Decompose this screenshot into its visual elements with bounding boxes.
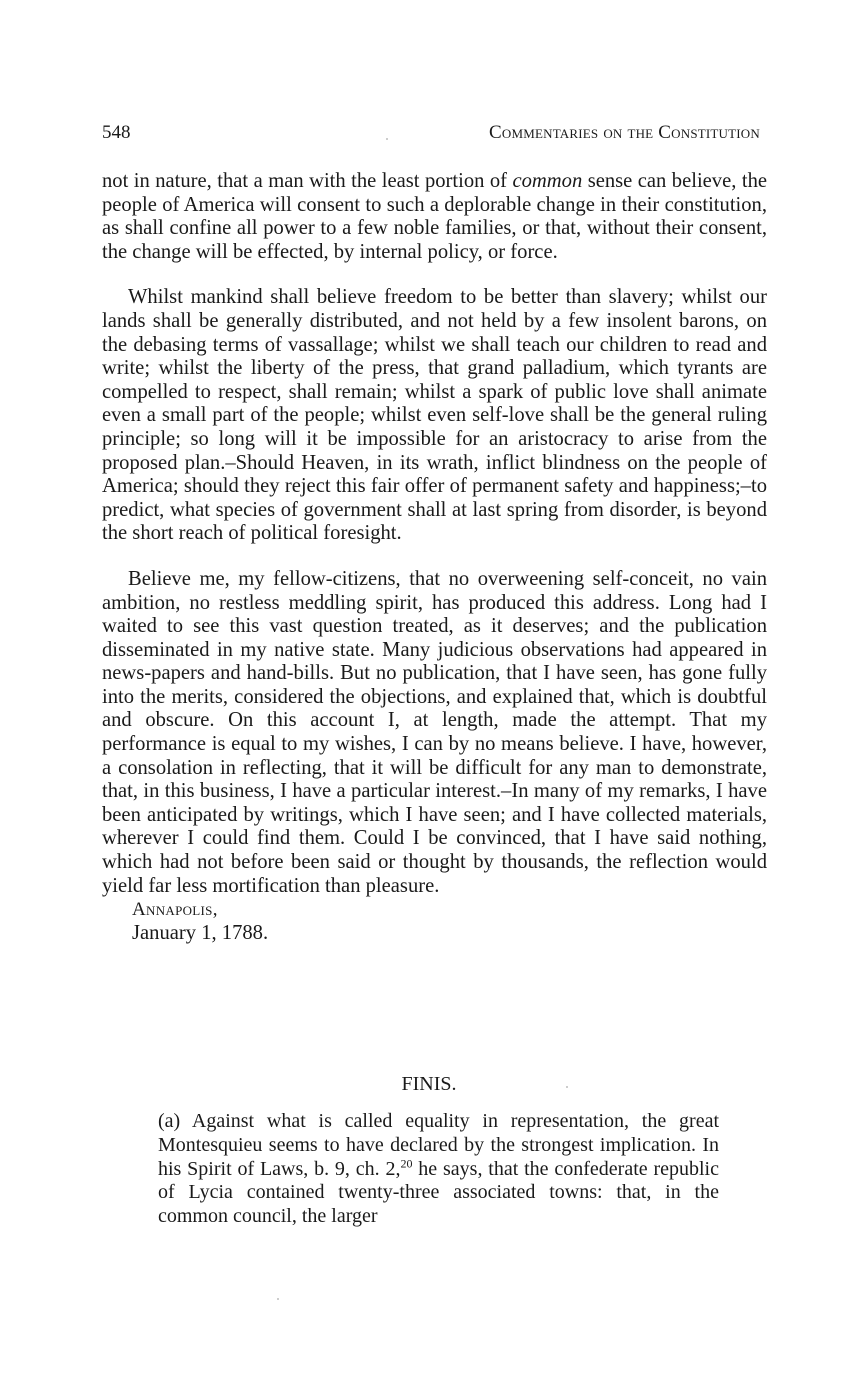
running-title: Commentaries on the Constitution	[489, 122, 760, 143]
running-head	[102, 122, 760, 150]
footnote-text-start: (a) Against what is called equality in representation, the great Montesquieu seems to have declared by the strongest implication. In his Spirit of Laws, b. 9, ch. 2,	[158, 1110, 719, 1180]
footnote-text-rest: he says, that the confederate republic of Lycia contained twenty-three associated towns: that, in the common council, the larger	[158, 1157, 719, 1228]
paragraph-1-start: not in nature, that a man with the least portion of	[102, 170, 513, 192]
scan-speck	[277, 1298, 279, 1300]
paragraph-1	[102, 170, 767, 264]
paragraph-2: Whilst mankind shall believe freedom to be better than slavery; whilst our lands shall be generally distributed, and not held by a few insolent barons, on the debasing terms of vassallage; whilst we shall teach our children to read and write; whilst the liberty of the press, that grand palladium, which tyrants are compelled to respect, shall remain; whilst a spark of public love shall animate even a small part of the people; whilst even self-love shall be the general ruling principle; so long will it be impossible for an aristocracy to arise from the proposed plan.–Should Heaven, in its wrath, inflict blindness on the people of America; should they reject this fair offer of permanent safety and happiness;–to predict, what species of government shall at last spring from disorder, is beyond the short reach of political foresight.	[102, 286, 767, 545]
body-text	[102, 170, 767, 945]
paragraph-3: Believe me, my fellow-citizens, that no overweening self-conceit, no vain ambition, no restless meddling spirit, has produced this address. Long had I waited to see this vast question treated, as it deserves; and the publication disseminated in my native state. Many judicious observations had appeared in news-papers and hand-bills. But no publication, that I have seen, has gone fully into the merits, considered the objections, and explained that, which is doubtful and obscure. On this account I, at length, made the attempt. That my performance is equal to my wishes, I can by no means believe. I have, however, a consolation in reflecting, that it will be difficult for any man to demonstrate, that, in this business, I have a particular interest.–In many of my remarks, I have been anticipated by writings, which I have seen; and I have collected materials, wherever I could find them. Could I be convinced, that I have said nothing, which had not before been said or thought by thousands, the reflection would yield far less mortification than pleasure.	[102, 567, 767, 897]
signoff-date: January 1, 1788.	[132, 921, 269, 944]
emphasis-common: common	[512, 170, 583, 192]
footnote	[158, 1110, 719, 1229]
paragraph-gap	[102, 546, 767, 568]
footnote-reference-number: 20	[400, 1155, 413, 1170]
paragraph-gap	[102, 264, 767, 286]
page-number: 548	[102, 122, 131, 143]
scan-speck	[566, 1086, 568, 1088]
finis-heading: FINIS.	[401, 1073, 457, 1095]
signoff	[132, 898, 767, 945]
paragraph-1-rest: sense can believe, the people of America will consent to such a deplorable change in their constitution, as shall confine all power to a few noble families, or that, without their consent, the change will be effected, by internal policy, or force.	[102, 170, 768, 263]
scan-speck	[386, 138, 388, 140]
signoff-place: Annapolis,	[132, 899, 218, 921]
